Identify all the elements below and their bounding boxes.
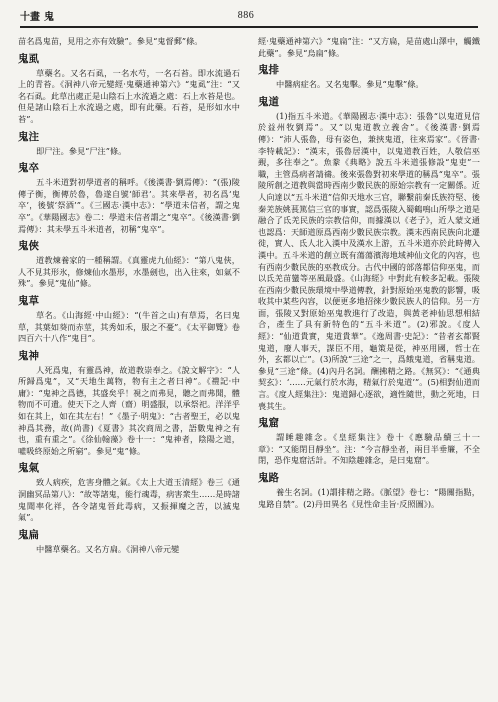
entry-body: 中醫病症名。又名鬼擊。參見“鬼擊”條。 — [276, 79, 424, 90]
entry-body: 養生名詞。(1)謂排精之路。《脈望》卷七：“陽關指點，鬼路自禁”。(2)丹田異名《見性命圭旨·反照圖》)。 — [258, 487, 480, 509]
running-headword: 鬼 — [44, 11, 54, 23]
entry-headword: 鬼俠 — [18, 240, 39, 253]
entry-body: 經·鬼藥通神第六》“鬼扁”注：“又方扁，是苗處山澤中，觸鐵此藥”。參見“烏扁”條。 — [258, 36, 480, 58]
entry-body: 草藥名。又名石虱，一名水芍，一名石苔。即水流過石上的青苔。《洞神八帝元變經·鬼藥通神第六》“鬼虱”注：“又名石虱。此草出處正是山陰石上水流過之處：石上水苔是也。但是諸山陰石上水流過之處，即有此藥。石苔，是形如水中苔”。 — [18, 67, 240, 124]
entry-headword: 鬼氣 — [18, 462, 39, 475]
entry-headword: 鬼窟 — [258, 417, 279, 430]
entry-headword: 鬼草 — [18, 294, 39, 307]
entry-body: 人死爲鬼，有靈爲神，故道教崇奉之。《說文解字》：“人所歸爲鬼”，又“天地生萬物，物有主之者曰神”。《禮記·中庸》：“鬼神之爲德，其盛矣乎！視之而弗見，聽之而弗聞，體物而不可遺。使天下之人齊（齋）明盛服，以承祭祀。洋洋乎如在其上，如在其左右！”《墨子·明鬼》：“古者聖王，必以鬼神爲其務，故(尚書)《夏書》其次商周之書，語數鬼神之有也，重有重之”。《徐仙翰藻》卷十一：“鬼神者，陰陽之道，噓吸終原始之所窮”。參見“鬼”條。 — [18, 364, 240, 456]
entry-body: 苗名爲鬼苗，見用之亦有效驗”。參見“鬼督郵”條。 — [18, 36, 203, 46]
right-column — [258, 36, 480, 510]
section-label: 十畫 — [20, 11, 40, 23]
header-rule — [20, 26, 478, 28]
left-column — [18, 36, 240, 555]
entry-headword: 鬼神 — [18, 349, 39, 362]
entry-headword: 鬼路 — [258, 472, 279, 484]
entry-body: 草名。《山海經·中山經》：“(牛首之山)有草焉，名曰鬼草，其葉如葵而赤莖，其秀如禾，服之不憂”。《太平御覽》卷四百六十八作“鬼目”。 — [18, 309, 240, 344]
entry-headword: 鬼注 — [18, 130, 39, 143]
entry-body: 致人病疾，危害身體之氣。《太上大道玉清經》卷三《通洞幽冥品第八》：“故等諸鬼，能行魂毒，病害衆生……是時諸鬼聞率化祥，各令諸鬼晉此毒病，又振揮魔之苦，以滅鬼氣”。 — [18, 477, 240, 523]
entry-headword: 鬼卒 — [18, 162, 39, 175]
entry-body: 即尸注。參見“尸注”條。 — [36, 145, 127, 156]
entry-body: 中醫草藥名。又名方扁。《洞神八帝元變 — [36, 543, 180, 554]
entry-body: 五斗米道對初學道者的稱呼。《後漢書·劉焉傳》：“(張)陵傳子衡，衡傳於魯，魯遂自號‘師君’。其來學者，初名爲‘鬼卒’，後號‘祭酒’”。《三國志·漢中志》：“學道未信者，謂之鬼卒”。《華陽國志》卷二：學道未信者謂之“鬼卒”。《後漢書·劉焉傳》：其未學五斗米道者，初稱“鬼卒”。 — [18, 177, 240, 234]
entry-headword: 鬼道 — [258, 95, 279, 108]
entry-body: 謂睡趣雜念。《皇經集注》卷十《應驗品續三十一章》：“又能閉目靜坐”。注：“今言靜坐者，兩目半垂簾，不全閉，恐作鬼窟活計。不知陰趣雜念，是曰鬼窟”。 — [258, 432, 480, 466]
page-number: 886 — [237, 9, 255, 21]
running-head-left — [20, 8, 54, 23]
entry-headword: 鬼虱 — [18, 52, 39, 65]
entry-headword: 鬼扁 — [18, 528, 39, 541]
entry-body: (1)指五斗米道。《華陽國志·漢中志》：張魯“以鬼道見信於益州牧劉焉”。又“以鬼道教立義舍”。《後漢書·劉焉傳》：“沛人張魯，母有姿色，兼挾鬼道，往來焉家”。《晉書·李特載記》：“漢末，張魯居漢中，以鬼道教百姓，人敬信巫覡，多往奉之”。魚豢《典略》說五斗米道張修設“鬼吏”一職，主管爲病者請禱。後來張魯對初來學道的稱爲“鬼卒”。張陵所創之道教與當時西南少數民族的原始宗教有一定關係。近人向達以“五斗米道”信仰天地水三官，聯繫前秦氐族符堅、後秦羌族姚萇篤信三官的事實，認爲張陵入蜀鶴鳴山所學之道是融合了氐羌民族的宗教信仰，而據漢以《老子》，近人蒙文通也認爲：天師道原爲西南少數民族宗教。漢末西南民族向北遷徙，實人、氐人北入漢中及漢水上游，五斗米道亦於此時傳入漢中。五斗米道的創立既有蕩蕩濱海地域神仙文化的內容，也有西南少數民族的巫教成分。古代中國的部落都信仰巫鬼，而以氐羌苗蠻等巫風最盛。《山海經》中對此有較多記載。張陵在西南少數民族環境中學道傳教，針對原始巫鬼教的影響，吸收其中某些內容，以便更多地招徠少數民族人的信仰。另一方面，張陵又對原始巫鬼教進行了改造，與黃老神仙思想相結合，產生了具有新特色的“五斗米道”。(2)邪說。《度人經》：“仙道貴實，鬼道貴華”。《逸周書·史記》：“昔者玄都賢鬼道，廢人事天，謀臣不用，龜策是從，神巫用國，哲士在外，玄都以亡”。(3)所說“三途”之一，爲餓鬼道，省稱鬼道。參見“三途”條。(4)內丹名詞。酬拂精之路。《無冥》：“《通典契玄》：‘……元氣行於水海，精氣行於鬼道’”。(5)相對仙道而言。《度人經集注》：鬼道歸心逐欲，適性隨世，動之死地，日喪其生。 — [258, 110, 480, 411]
entry-body: 道教煉養家的一種稱謂。《真靈虎九仙經》：“第八鬼俠，人不見其形氷，修煉仙水墨形，水墨劍也，出入往來，如氣不殊”。參見“鬼仙”條。 — [18, 255, 240, 289]
running-head — [20, 6, 478, 24]
entry-headword: 鬼排 — [258, 64, 279, 77]
